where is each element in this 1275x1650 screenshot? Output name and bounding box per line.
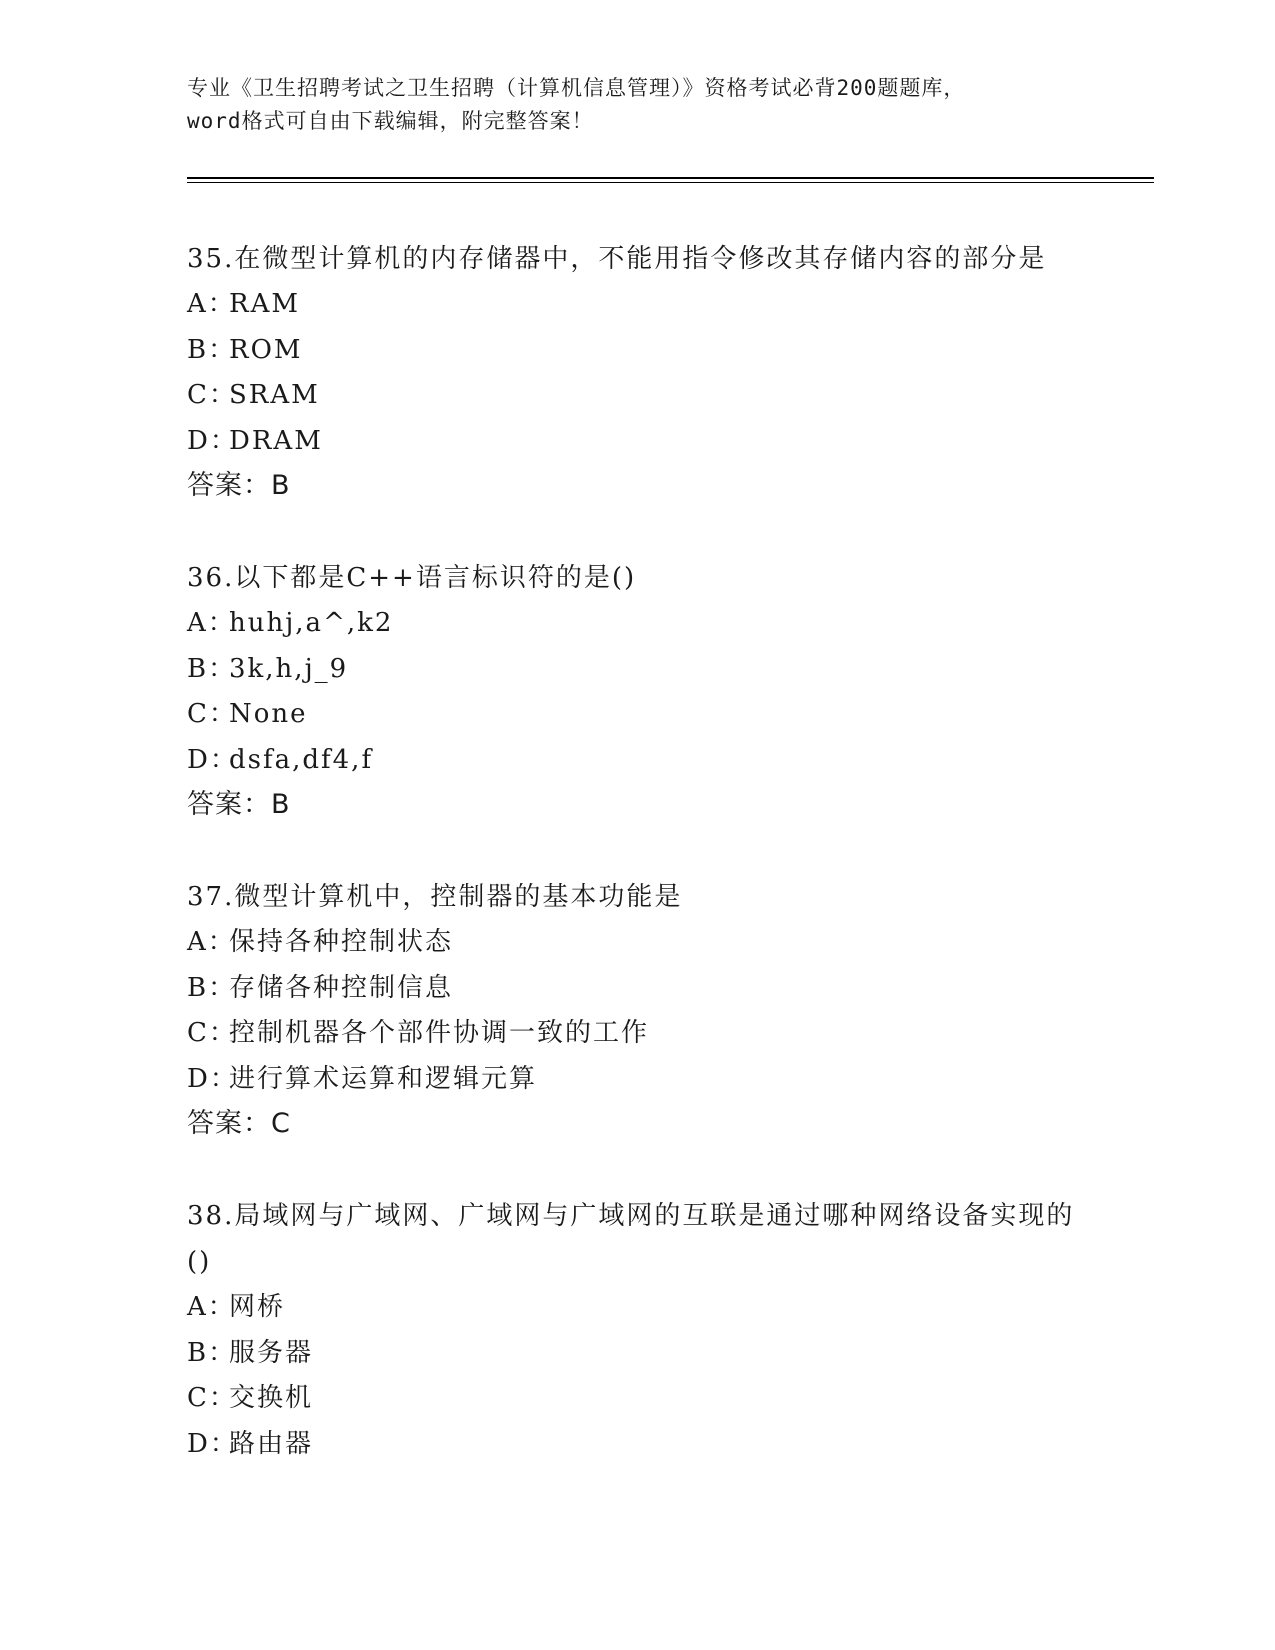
answer-line: 答案：B	[187, 789, 291, 820]
option-c	[187, 373, 1087, 419]
answer-line: 答案：C	[187, 1108, 291, 1139]
option-letter: C：	[187, 380, 237, 410]
option-letter: A：	[187, 608, 236, 638]
option-text: ROM	[229, 334, 303, 365]
option-text: DRAM	[229, 425, 323, 456]
option-text: 交换机	[229, 1383, 314, 1413]
option-letter: A：	[187, 1292, 236, 1322]
option-d	[187, 1057, 1087, 1103]
option-text: 进行算术运算和逻辑元算	[229, 1063, 538, 1094]
question-text: 38.局域网与广域网、广域网与广域网的互联是通过哪种网络设备实现的()	[187, 1201, 1075, 1277]
option-letter: C：	[187, 1383, 237, 1413]
option-letter: D：	[187, 1063, 238, 1094]
option-letter: D：	[187, 744, 238, 775]
option-c	[187, 1011, 1087, 1057]
option-text: RAM	[229, 289, 300, 319]
option-c	[187, 692, 1087, 738]
option-d	[187, 1422, 1087, 1468]
question-37	[187, 874, 1087, 1146]
option-text: 3k,h,j_9	[229, 653, 349, 684]
option-letter: B：	[187, 334, 237, 365]
question-36	[187, 555, 1087, 827]
document-header	[187, 72, 1087, 138]
option-a	[187, 1285, 1087, 1331]
question-text: 37.微型计算机中，控制器的基本功能是	[187, 882, 683, 912]
question-text: 36.以下都是C++语言标识符的是()	[187, 563, 637, 593]
option-b	[187, 328, 1087, 374]
question-list	[187, 236, 1087, 1514]
option-a	[187, 601, 1087, 647]
option-text: SRAM	[229, 380, 320, 410]
question-35	[187, 236, 1087, 508]
option-c	[187, 1376, 1087, 1422]
header-line-2: word格式可自由下载编辑，附完整答案！	[187, 109, 594, 133]
header-divider-thin	[187, 182, 1154, 183]
option-text: 存储各种控制信息	[229, 972, 454, 1003]
header-divider-thick	[187, 177, 1154, 179]
option-text: None	[229, 699, 308, 729]
option-a	[187, 920, 1087, 966]
option-text: 路由器	[229, 1428, 314, 1459]
option-b	[187, 1331, 1087, 1377]
option-letter: C：	[187, 699, 237, 729]
option-b	[187, 647, 1087, 693]
option-text: dsfa,df4,f	[229, 744, 374, 775]
option-text: 服务器	[229, 1337, 314, 1368]
option-letter: B：	[187, 1337, 237, 1368]
option-letter: C：	[187, 1018, 237, 1048]
option-letter: A：	[187, 927, 236, 957]
option-d	[187, 738, 1087, 784]
option-letter: D：	[187, 1428, 238, 1459]
option-letter: A：	[187, 289, 236, 319]
option-text: huhj,a^,k2	[229, 608, 394, 638]
option-a	[187, 282, 1087, 328]
option-letter: B：	[187, 972, 237, 1003]
question-text: 35.在微型计算机的内存储器中，不能用指令修改其存储内容的部分是	[187, 244, 1047, 274]
answer-line: 答案：B	[187, 470, 291, 501]
option-b	[187, 966, 1087, 1012]
option-letter: D：	[187, 425, 238, 456]
option-text: 网桥	[229, 1292, 286, 1322]
question-38	[187, 1193, 1087, 1467]
option-d	[187, 419, 1087, 465]
option-text: 控制机器各个部件协调一致的工作	[229, 1018, 650, 1048]
option-text: 保持各种控制状态	[229, 927, 454, 957]
option-letter: B：	[187, 653, 237, 684]
header-line-1: 专业《卫生招聘考试之卫生招聘（计算机信息管理）》资格考试必背200题题库，	[187, 76, 966, 100]
